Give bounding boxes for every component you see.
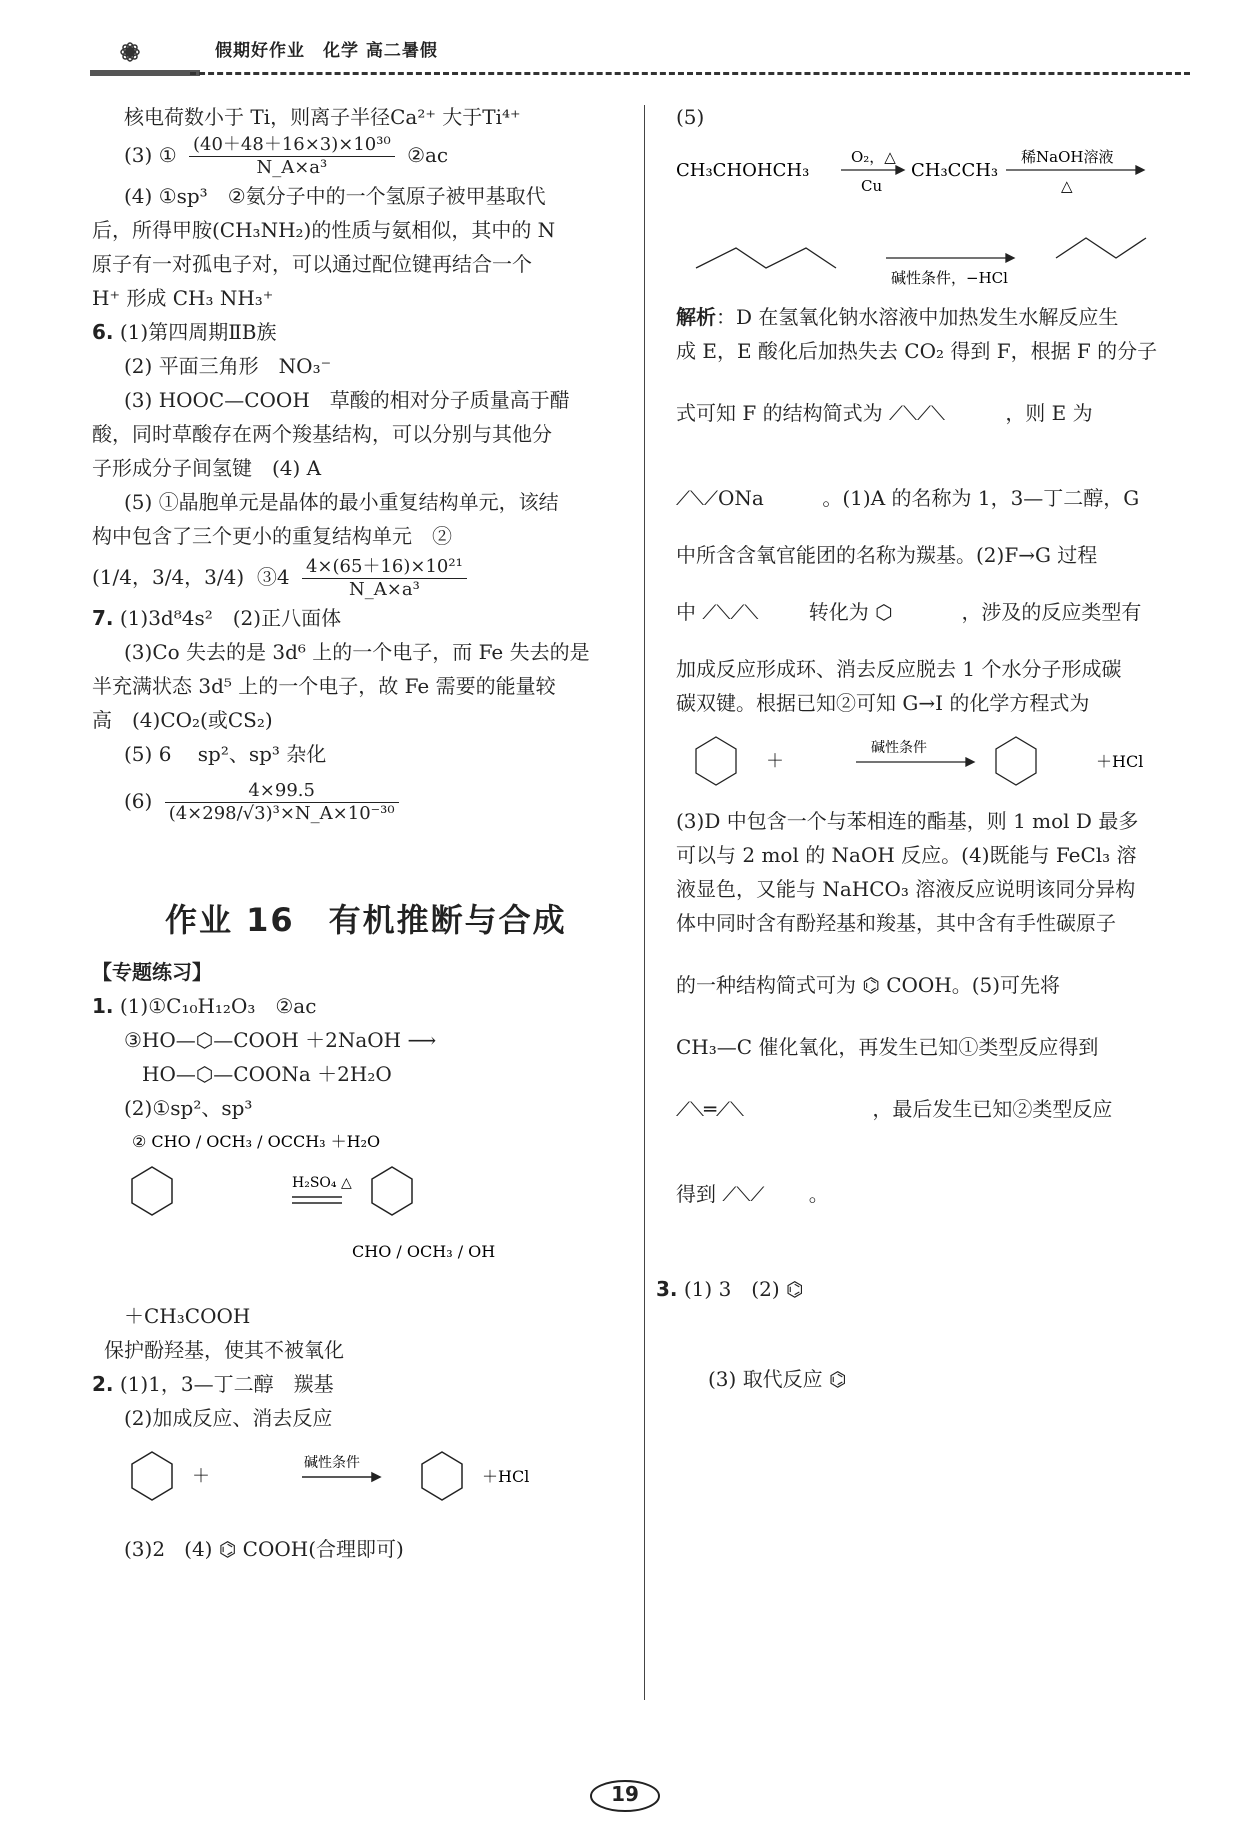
practice-heading: 【专题练习】 bbox=[92, 960, 212, 984]
reaction-scheme-1 bbox=[676, 136, 1196, 196]
equation-line: HO—⬡—COONa ＋2H₂O bbox=[142, 1062, 392, 1086]
text-line: 得到 ⟋⟍⟋ 。 bbox=[676, 1154, 1196, 1234]
fraction: $\frac{\text{4×(65＋16)×10²¹}}{\text{N\_A×a³}}$ bbox=[302, 556, 467, 601]
header-title: 假期好作业 化学 高二暑假 bbox=[215, 41, 438, 61]
text-line: 成 E，E 酸化后加热失去 CO₂ 得到 F，根据 F 的分子 bbox=[676, 339, 1158, 363]
answer-line: (6) $\frac{4\times 99.5}{\text{(4×298/√3)³×N\_A×10⁻³⁰}}$ bbox=[92, 771, 632, 831]
equation-line: ③HO—⬡—COOH ＋2NaOH ⟶ bbox=[124, 1028, 437, 1052]
svg-text:碱性条件: 碱性条件 bbox=[871, 740, 927, 756]
flower-logo-icon bbox=[90, 30, 200, 90]
text-line: CH₃—C 催化氧化，再发生已知①类型反应得到 bbox=[676, 1035, 1099, 1059]
svg-text:O₂，△: O₂，△ bbox=[851, 148, 896, 166]
reaction-structure-diagram bbox=[92, 1437, 572, 1517]
text-line: (3)D 中包含一个与苯相连的酯基，则 1 mol D 最多 bbox=[676, 809, 1139, 833]
text-line: ＋CH₃COOH bbox=[124, 1304, 251, 1328]
text-line: 后，所得甲胺(CH₃NH₂)的性质与氨相似，其中的 N bbox=[92, 218, 556, 242]
text-line: (5) 6 sp²、sp³ 杂化 bbox=[124, 742, 327, 766]
section-title: 作业 16 有机推断与合成 bbox=[165, 901, 567, 939]
text-line: 加成反应形成环、消去反应脱去 1 个水分子形成碳 bbox=[676, 657, 1122, 681]
structure-icon: ⟋⟍═⟋⟍ bbox=[676, 1097, 745, 1121]
benzene-ring-icon: ⌬ bbox=[862, 973, 880, 997]
question-number: 6. bbox=[92, 320, 114, 344]
svg-text:稀NaOH溶液: 稀NaOH溶液 bbox=[1021, 148, 1114, 166]
structure-icon: ⟋⟍⟋ bbox=[722, 1182, 765, 1206]
svg-text:碱性条件，−HCl: 碱性条件，−HCl bbox=[891, 269, 1008, 287]
svg-text:＋: ＋ bbox=[766, 751, 784, 772]
left-column: 核电荷数小于 Ti，则离子半径Ca²⁺ 大于Ti⁴⁺ (3) ① $\frac{\text{(40＋48＋16×3)×10³⁰}}{\text{N\_A×a³}}$ ②ac (4) ①sp³ ②氨分子中的一个氢原子被甲基取代 后，所得甲胺(CH₃NH₂)的性质与氨相似，其中的 N 原子有一对孤电子对，可以通过配位键再结合一个 H⁺ 形成 CH₃ NH₃⁺ 6. (1)第四周期ⅡB族 (2) 平面三角形 NO₃⁻ (3) HOOC—COOH 草酸的相对分子质量高于醋 酸，同时草酸存在两个羧基结构，可以分别与其他分 子形成分子间氢键 (4) A (5) ①晶胞单元是晶体的最小重复结构单元，该结 构中包含了三个更小的重复结构单元 ② (1/4，3/4，3/4) ③4 $\frac{\text{4×(65＋16)×10²¹}}{\text{N\_A×a³}}$ 7. (1)3d⁸4s² (2)正八面体 (3)Co 失去的是 3d⁶ 上的一个电子，而 Fe 失去的是 半充满状态 3d⁵ 上的一个电子，故 Fe 需要的能量较 高 (4)CO₂(或CS₂) (5) 6 sp²、sp³ 杂化 (6) $\frac{4\times 99.5}{\text{(4×298/√3)³×N\_A×10⁻³⁰}}$ bbox=[92, 100, 632, 831]
answer-line: 3. (1) 3 (2) ⌬ bbox=[656, 1277, 804, 1301]
text-line: 中 ⟋⟍⟋⟍ 转化为 ⬡ ，涉及的反应类型有 bbox=[676, 572, 1196, 652]
text-line: 保护酚羟基，使其不被氧化 bbox=[104, 1338, 344, 1362]
reaction-scheme-2 bbox=[676, 198, 1196, 298]
answer-line: (3)2 (4) ⌬ COOH(合理即可) bbox=[124, 1537, 404, 1561]
text-line: 半充满状态 3d⁵ 上的一个电子，故 Fe 需要的能量较 bbox=[92, 674, 556, 698]
formula-label: CHO / OCH₃ / OH bbox=[352, 1242, 496, 1261]
text-line: (2)①sp²、sp³ bbox=[124, 1096, 253, 1120]
svg-text:Cu: Cu bbox=[861, 177, 883, 195]
text-line: 式可知 F 的结构简式为 ⟋⟍⟋⟍ ，则 E 为 bbox=[676, 368, 1196, 458]
cyclohexenone-icon: ⬡ bbox=[875, 600, 893, 624]
answer-line: (1/4，3/4，3/4) ③4 $\frac{\text{4×(65＋16)×10²¹}}{\text{N\_A×a³}}$ bbox=[92, 553, 632, 601]
question-number: 1. bbox=[92, 994, 114, 1018]
left-column-lower: 【专题练习】 1. (1)①C₁₀H₁₂O₃ ②ac ③HO—⬡—COOH ＋2NaOH ⟶ HO—⬡—COONa ＋2H₂O (2)①sp²、sp³ ② CHO / OCH₃ / OCCH₃ ＋H₂O H₂SO₄ △ CHO / OCH₃ / OH ＋CH₃COOH 保护酚羟基，使其不被氧化 2. (1)1，3—丁二醇 羰基 (2)加成反应、消去反应 ＋ 碱性条件 ＋HCl (3)2 (4) ⌬ COOH(合理即可) bbox=[92, 955, 632, 1579]
analysis-label: 解析 bbox=[676, 305, 716, 329]
text-line: (3)Co 失去的是 3d⁶ 上的一个电子，而 Fe 失去的是 bbox=[124, 640, 590, 664]
text-line: (3) HOOC—COOH 草酸的相对分子质量高于醋 bbox=[124, 388, 570, 412]
svg-text:＋HCl: ＋HCl bbox=[1096, 752, 1144, 771]
text-line: (2) 平面三角形 NO₃⁻ bbox=[124, 354, 332, 378]
byproduct-label: ＋HCl bbox=[482, 1467, 530, 1486]
condition-label: H₂SO₄ △ bbox=[292, 1175, 352, 1191]
structure-F-icon: ⟋⟍⟋⟍ bbox=[888, 401, 945, 425]
svg-text:CH₃CHOHCH₃: CH₃CHOHCH₃ bbox=[676, 160, 810, 181]
svg-text:CH₃CCH₃: CH₃CCH₃ bbox=[911, 160, 999, 181]
text-line: 高 (4)CO₂(或CS₂) bbox=[92, 708, 273, 732]
structure-F-icon: ⟋⟍⟋⟍ bbox=[702, 600, 759, 624]
text-line: 液显色，又能与 NaHCO₃ 溶液反应说明该同分异构 bbox=[676, 877, 1136, 901]
text-line: ⟋⟍⟋ONa 。(1)A 的名称为 1，3—丁二醇，G bbox=[676, 458, 1196, 538]
text-line: (5) ①晶胞单元是晶体的最小重复结构单元，该结 bbox=[124, 490, 559, 514]
column-divider bbox=[644, 105, 645, 1700]
text-line: (5) bbox=[676, 105, 705, 129]
text-line: 酸，同时草酸存在两个羧基结构，可以分别与其他分 bbox=[92, 422, 552, 446]
text-line: H⁺ 形成 CH₃ NH₃⁺ bbox=[92, 286, 274, 310]
text-line: ⟋⟍═⟋⟍ ，最后发生已知②类型反应 bbox=[676, 1064, 1196, 1154]
condition-label: 碱性条件 bbox=[304, 1455, 360, 1471]
analysis-line: 解析：D 在氢氧化钠水溶液中加热发生水解反应生 bbox=[676, 305, 1119, 329]
text-line: 体中同时含有酚羟基和羧基，其中含有手性碳原子 bbox=[676, 911, 1116, 935]
benzene-ring-icon: ⌬ bbox=[218, 1537, 237, 1561]
text-line: 核电荷数小于 Ti，则离子半径Ca²⁺ 大于Ti⁴⁺ bbox=[124, 105, 521, 129]
svg-text:△: △ bbox=[1061, 177, 1073, 195]
svg-text:＋: ＋ bbox=[192, 1466, 210, 1487]
formula-label: ② CHO / OCH₃ / OCCH₃ ＋H₂O bbox=[132, 1132, 381, 1151]
text-line: 原子有一对孤电子对，可以通过配位键再结合一个 bbox=[92, 252, 532, 276]
question-number: 3. bbox=[656, 1277, 678, 1301]
reaction-structure-diagram bbox=[92, 1127, 512, 1297]
answer-line: (3) ① $\frac{\text{(40＋48＋16×3)×10³⁰}}{\text{N\_A×a³}}$ ②ac bbox=[124, 134, 449, 178]
text-line: 子形成分子间氢键 (4) A bbox=[92, 456, 322, 480]
right-column bbox=[656, 100, 1196, 1414]
text-line: 中所含含氧官能团的名称为羰基。(2)F→G 过程 bbox=[676, 543, 1098, 567]
header-divider bbox=[190, 72, 1190, 75]
benzene-ring-icon: ⌬ bbox=[829, 1367, 847, 1391]
reaction-scheme-3 bbox=[676, 722, 1196, 802]
fraction: $\frac{\text{(40＋48＋16×3)×10³⁰}}{\text{N\_A×a³}}$ bbox=[189, 134, 395, 179]
text-line: 碳双键。根据已知②可知 G→I 的化学方程式为 bbox=[676, 691, 1090, 715]
text-line: 的一种结构简式可为 ⌬ COOH。(5)可先将 bbox=[676, 973, 1061, 997]
text-line: (4) ①sp³ ②氨分子中的一个氢原子被甲基取代 bbox=[124, 184, 546, 208]
text-line: 构中包含了三个更小的重复结构单元 ② bbox=[92, 524, 452, 548]
page-header bbox=[90, 30, 1190, 90]
text-line: (2)加成反应、消去反应 bbox=[124, 1406, 333, 1430]
page-number: 19 bbox=[588, 1778, 662, 1814]
structure-E-icon: ⟋⟍⟋ONa bbox=[676, 486, 764, 510]
question-number: 2. bbox=[92, 1372, 114, 1396]
benzene-ring-icon: ⌬ bbox=[785, 1277, 804, 1301]
answer-line: (3) 取代反应 ⌬ bbox=[708, 1367, 847, 1391]
question-number: 7. bbox=[92, 606, 114, 630]
text-line: 可以与 2 mol 的 NaOH 反应。(4)既能与 FeCl₃ 溶 bbox=[676, 843, 1137, 867]
fraction: $\frac{4\times 99.5}{\text{(4×298/√3)³×N\_A×10⁻³⁰}}$ bbox=[165, 780, 399, 825]
